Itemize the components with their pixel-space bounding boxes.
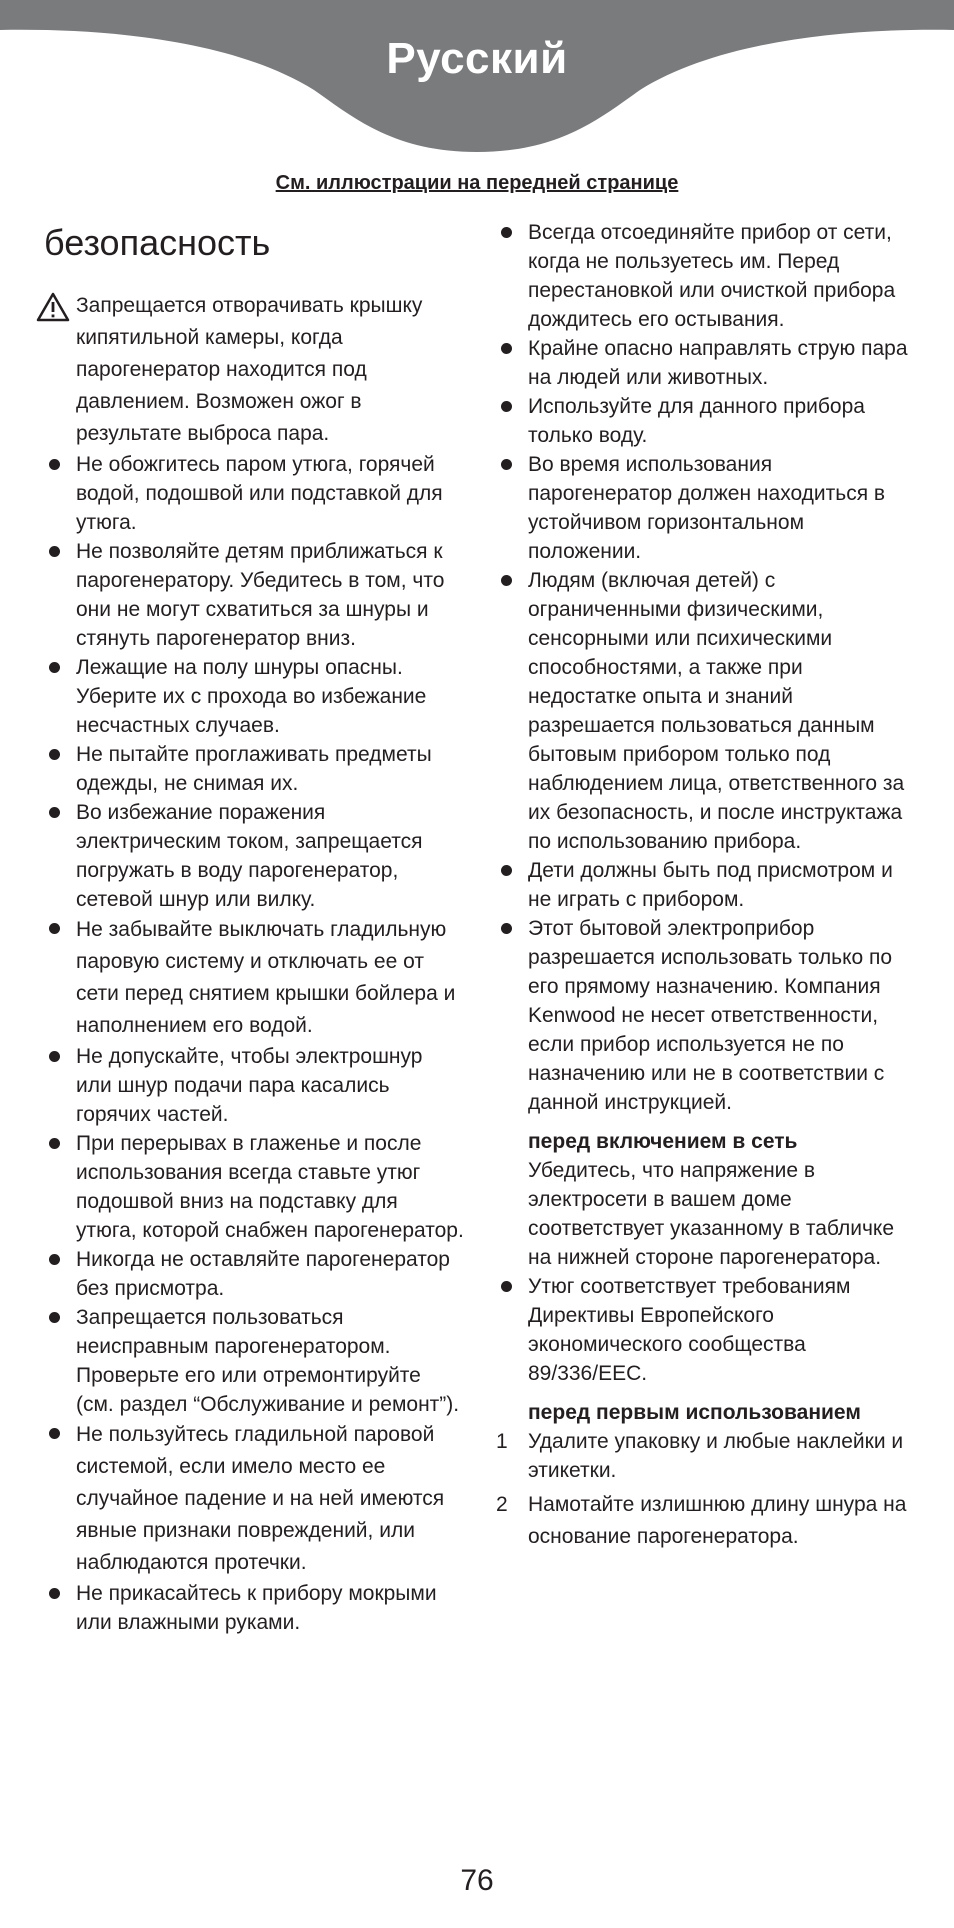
list-item: Не забывайте выключать гладильную паровую систему и отключать ее от сети перед снятием крышки бойлера и наполнением его водой. xyxy=(44,914,464,1042)
warning-triangle-icon xyxy=(36,292,70,322)
bullet-icon xyxy=(49,546,60,557)
before-plugging-text: Убедитесь, что напряжение в электросети в вашем доме соответствует указанному в табличке на нижней стороне парогенератора. xyxy=(528,1159,894,1269)
bullet-icon xyxy=(49,459,60,470)
section-title-before-first-use: перед первым использованием xyxy=(528,1401,861,1424)
list-item: Не пользуйтесь гладильной паровой системой, если имело место ее случайное падение и на ней имеются явные признаки повреждений, или наблюдаются протечки. xyxy=(44,1419,464,1579)
bullet-icon xyxy=(49,1588,60,1599)
safety-list-right xyxy=(496,218,916,1117)
bullet-icon xyxy=(501,401,512,412)
list-item: Дети должны быть под присмотром и не играть с прибором. xyxy=(496,856,916,914)
before-plugging-list xyxy=(496,1272,916,1388)
step-item: 1 Удалите упаковку и любые наклейки и этикетки. xyxy=(496,1427,916,1485)
list-item: Утюг соответствует требованиям Директивы Европейского экономического сообщества 89/336/EEC. xyxy=(496,1272,916,1388)
bullet-icon xyxy=(49,749,60,760)
list-item: Этот бытовой электроприбор разрешается использовать только по его прямому назначению. Компания Kenwood не несет ответственности, если прибор используется не по назначению или не в соответствии с данной инструкцией. xyxy=(496,914,916,1117)
see-illustrations-note: См. иллюстрации на передней странице xyxy=(275,172,679,194)
list-item: Людям (включая детей) с ограниченными физическими, сенсорными или психическими способностями, а также при недостатке опыта и знаний разрешается пользоваться данным бытовым прибором только под наблюдением лица, ответственного за их безопасность, и после инструктажа по использованию прибора. xyxy=(496,566,916,856)
bullet-icon xyxy=(49,1051,60,1062)
list-item: Всегда отсоединяйте прибор от сети, когда не пользуетесь им. Перед перестановкой или очисткой прибора дождитесь его остывания. xyxy=(496,218,916,334)
left-column xyxy=(44,218,464,1637)
list-item: Не обожгитесь паром утюга, горячей водой, подошвой или подставкой для утюга. xyxy=(44,450,464,537)
bullet-icon xyxy=(49,662,60,673)
warning-text: Запрещается отворачивать крышку кипятильной камеры, когда парогенератор находится под давлением. Возможен ожог в результате выброса пара. xyxy=(76,294,423,445)
bullet-icon xyxy=(49,1428,60,1439)
bullet-icon xyxy=(501,343,512,354)
list-item: Во время использования парогенератор должен находиться в устойчивом горизонтальном положении. xyxy=(496,450,916,566)
bullet-icon xyxy=(501,865,512,876)
right-column xyxy=(496,218,916,1553)
bullet-icon xyxy=(49,1254,60,1265)
page-number: 76 xyxy=(460,1864,494,1897)
bullet-icon xyxy=(501,227,512,238)
list-item: Крайне опасно направлять струю пара на людей или животных. xyxy=(496,334,916,392)
first-use-steps xyxy=(496,1427,916,1553)
list-item: Используйте для данного прибора только воду. xyxy=(496,392,916,450)
list-item: Не пытайте проглаживать предметы одежды, не снимая их. xyxy=(44,740,464,798)
list-item: Никогда не оставляйте парогенератор без присмотра. xyxy=(44,1245,464,1303)
bullet-icon xyxy=(501,575,512,586)
bullet-icon xyxy=(501,1281,512,1292)
list-item: При перерывах в глаженье и после использования всегда ставьте утюг подошвой вниз на подставку для утюга, которой снабжен парогенератор. xyxy=(44,1129,464,1245)
list-item: Во избежание поражения электрическим током, запрещается погружать в воду парогенератор, сетевой шнур или вилку. xyxy=(44,798,464,914)
warning-item xyxy=(44,290,464,450)
bullet-icon xyxy=(49,807,60,818)
list-item: Не позволяйте детям приближаться к парогенератору. Убедитесь в том, что они не могут схватиться за шнуры и стянуть парогенератор вниз. xyxy=(44,537,464,653)
step-number: 1 xyxy=(496,1430,508,1453)
list-item: Не прикасайтесь к прибору мокрыми или влажными руками. xyxy=(44,1579,464,1637)
bullet-icon xyxy=(49,1312,60,1323)
language-header xyxy=(0,0,954,160)
step-item: 2 Намотайте излишнюю длину шнура на основание парогенератора. xyxy=(496,1489,916,1553)
bullet-icon xyxy=(49,923,60,934)
section-title-safety: безопасность xyxy=(44,222,271,263)
step-number: 2 xyxy=(496,1493,508,1516)
section-title-before-plugging: перед включением в сеть xyxy=(528,1130,798,1153)
list-item: Запрещается пользоваться неисправным парогенератором. Проверьте его или отремонтируйте (см. раздел “Обслуживание и ремонт”). xyxy=(44,1303,464,1419)
language-title: Русский xyxy=(386,34,568,83)
safety-list-left xyxy=(44,450,464,1637)
bullet-icon xyxy=(49,1138,60,1149)
bullet-icon xyxy=(501,459,512,470)
list-item: Лежащие на полу шнуры опасны. Уберите их с прохода во избежание несчастных случаев. xyxy=(44,653,464,740)
bullet-icon xyxy=(501,923,512,934)
list-item: Не допускайте, чтобы электрошнур или шнур подачи пара касались горячих частей. xyxy=(44,1042,464,1129)
